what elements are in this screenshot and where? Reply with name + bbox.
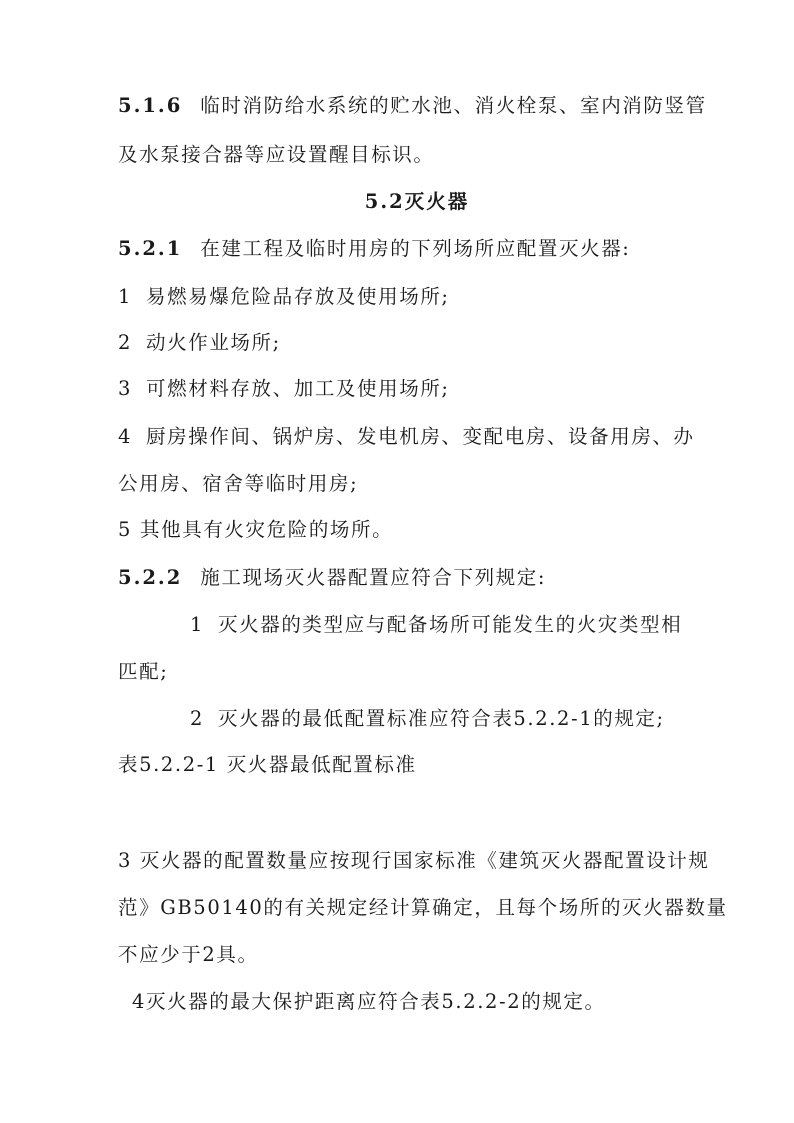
list-item-continuation (118, 471, 358, 497)
clause-number: 5.2.2 (118, 566, 183, 589)
list-item (118, 376, 450, 402)
clause-number: 5.2.1 (118, 237, 183, 260)
clause-number: 5.1.6 (118, 94, 183, 117)
table-caption: 表5.2.2-1 灭火器最低配置标准 (118, 753, 417, 776)
clause-5-2-2 (118, 565, 546, 591)
list-item (118, 424, 695, 450)
list-item-text: 动火作业场所; (146, 331, 281, 354)
list-item (190, 612, 682, 638)
list-item (118, 517, 393, 543)
list-item-text: 匹配; (118, 660, 169, 683)
list-item-continuation: 范》GB50140的有关规定经计算确定，且每个场所的灭火器数量 (118, 896, 728, 919)
clause-5-1-6-line2 (118, 142, 435, 168)
list-item-number: 4 (118, 425, 133, 448)
list-item (118, 284, 450, 310)
list-item-text: 灭火器的类型应与配备场所可能发生的火灾类型相 (218, 613, 683, 636)
list-item-continuation (118, 659, 168, 685)
list-item-number: 1 (190, 613, 205, 636)
list-item-text: 其他具有火灾危险的场所。 (140, 518, 394, 541)
list-item-number: 2 (118, 331, 133, 354)
list-item-number: 2 (190, 707, 205, 730)
list-item-number: 5 (118, 518, 133, 541)
list-item-text: 厨房操作间、锅炉房、发电机房、变配电房、设备用房、办 (146, 425, 695, 448)
list-item-number: 3 (118, 377, 133, 400)
list-item-text: 灭火器的最低配置标准应符合表5.2.2-1的规定; (218, 707, 665, 730)
clause-5-1-6-line1 (118, 93, 707, 119)
clause-text: 在建工程及临时用房的下列场所应配置灭火器: (200, 237, 631, 260)
clause-5-2-1 (118, 236, 630, 262)
clause-text: 施工现场灭火器配置应符合下列规定: (200, 566, 547, 589)
list-item: 3 灭火器的配置数量应按现行国家标准《建筑灭火器配置设计规 (118, 849, 710, 872)
list-item-continuation: 不应少于2具。 (118, 943, 259, 966)
list-item (118, 330, 281, 356)
list-item-number: 1 (118, 285, 133, 308)
section-heading: 5.2灭火器 (364, 190, 470, 213)
list-item-text: 公用房、宿舍等临时用房; (118, 472, 359, 495)
list-item-text: 可燃材料存放、加工及使用场所; (146, 377, 450, 400)
clause-text: 临时消防给水系统的贮水池、消火栓泵、室内消防竖管 (200, 94, 707, 117)
list-item (190, 706, 665, 732)
list-item: 4灭火器的最大保护距离应符合表5.2.2-2的规定。 (132, 990, 606, 1013)
list-item-text: 易燃易爆危险品存放及使用场所; (146, 285, 450, 308)
clause-text: 及水泵接合器等应设置醒目标识。 (118, 143, 435, 166)
